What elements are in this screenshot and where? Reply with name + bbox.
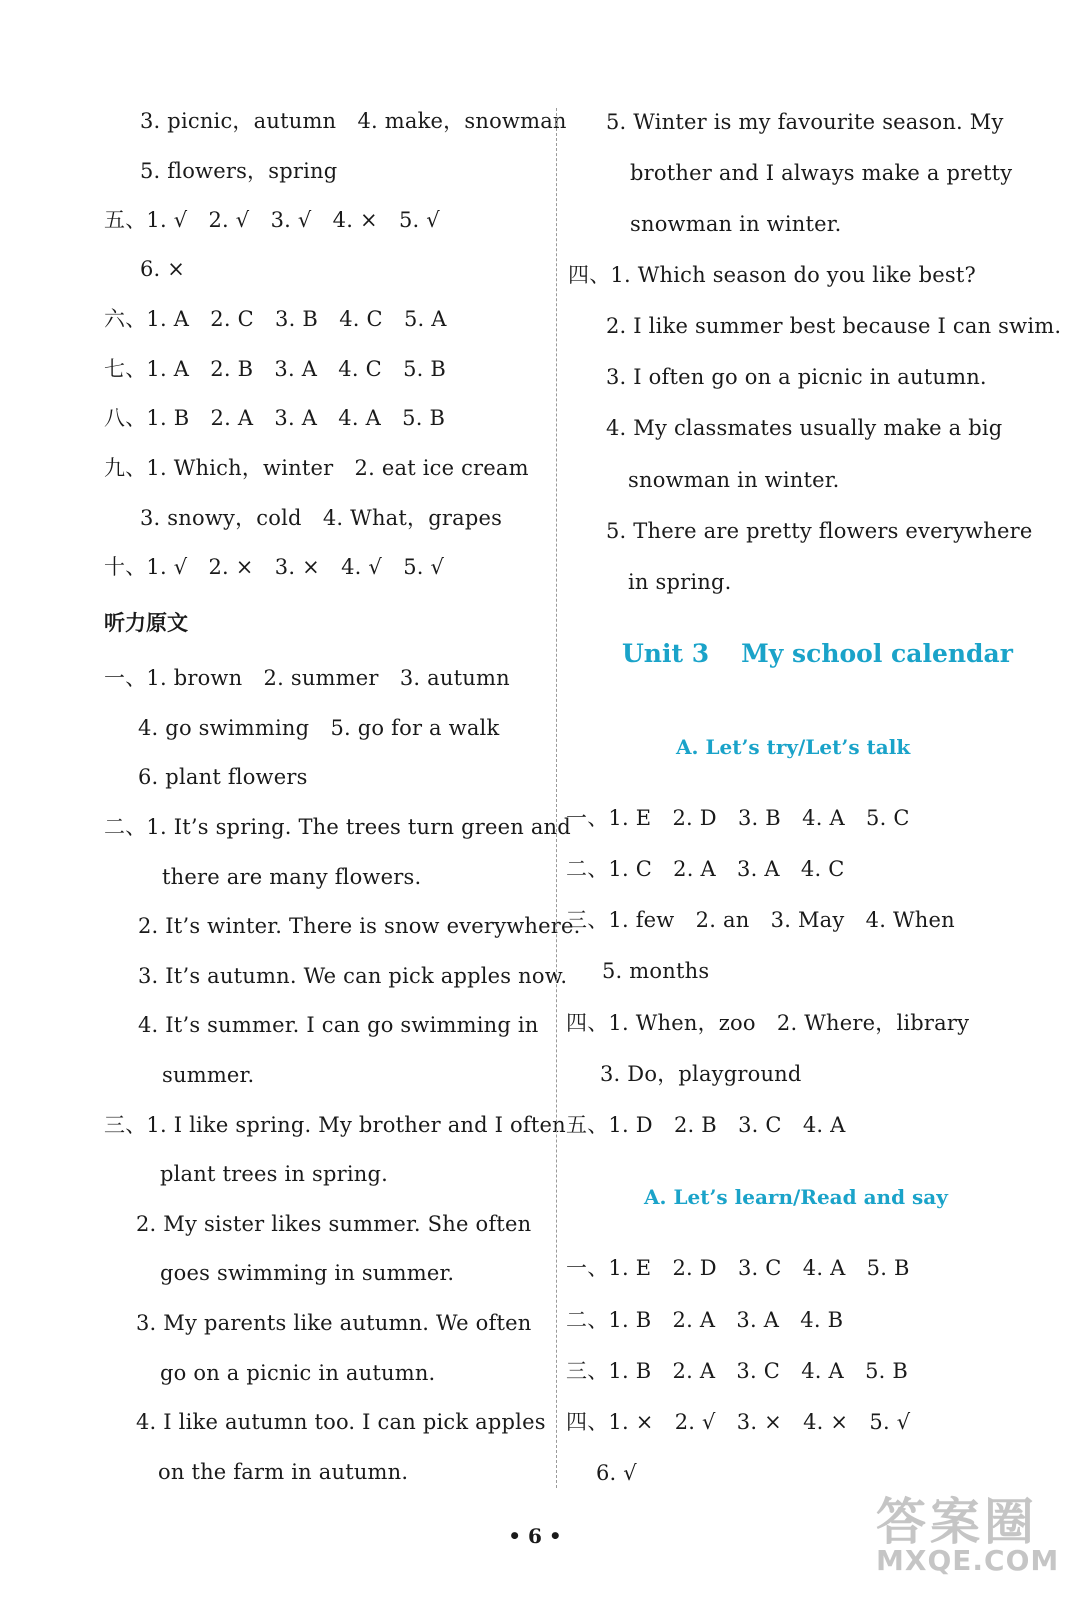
answer-line: 5. flowers，spring: [140, 159, 338, 183]
answer-line: 六、1. A 2. C 3. B 4. C 5. A: [104, 307, 447, 331]
script-line: snowman in winter.: [628, 468, 840, 492]
answer-line: 八、1. B 2. A 3. A 4. A 5. B: [104, 406, 446, 430]
script-line: 2. My sister likes summer. She often: [136, 1212, 532, 1236]
script-line: snowman in winter.: [630, 212, 842, 236]
unit-name: My school calendar: [741, 639, 1013, 668]
answer-line: 5. months: [602, 959, 710, 983]
script-line: 二、1. It’s spring. The trees turn green and: [104, 815, 571, 839]
answer-line: 一、1. E 2. D 3. C 4. A 5. B: [566, 1256, 910, 1280]
script-line: 4. My classmates usually make a big: [606, 416, 1003, 440]
script-line: 3. I often go on a picnic in autumn.: [606, 365, 987, 389]
script-line: 2. I like summer best because I can swim.: [606, 314, 1062, 338]
column-divider: [556, 108, 557, 1488]
watermark-logo: [872, 1482, 1062, 1592]
script-line: there are many flowers.: [162, 865, 422, 889]
script-line: on the farm in autumn.: [158, 1460, 409, 1484]
script-line: 6. plant flowers: [138, 765, 308, 789]
script-line: 3. My parents like autumn. We often: [136, 1311, 532, 1335]
script-line: plant trees in spring.: [160, 1162, 389, 1186]
script-line: 3. It’s autumn. We can pick apples now.: [138, 964, 568, 988]
script-line: 5. There are pretty flowers everywhere: [606, 519, 1033, 543]
answer-line: 一、1. E 2. D 3. B 4. A 5. C: [566, 806, 910, 830]
listening-script-heading: 听力原文: [104, 611, 188, 635]
script-line: summer.: [162, 1063, 255, 1087]
script-line: 四、1. Which season do you like best?: [568, 263, 976, 287]
unit-label: Unit 3: [622, 639, 710, 668]
section-title: A. Let’s try/Let’s talk: [676, 735, 911, 759]
script-line: brother and I always make a pretty: [630, 161, 1013, 185]
script-line: 一、1. brown 2. summer 3. autumn: [104, 666, 510, 690]
script-line: 5. Winter is my favourite season. My: [606, 110, 1004, 134]
watermark-cn: 答案圈: [876, 1493, 1038, 1551]
answer-line: 九、1. Which，winter 2. eat ice cream: [104, 456, 529, 480]
script-line: 4. I like autumn too. I can pick apples: [136, 1410, 546, 1434]
answer-line: 四、1. When，zoo 2. Where，library: [566, 1011, 970, 1035]
answer-line: 五、1. √ 2. √ 3. √ 4. × 5. √: [104, 208, 440, 232]
watermark-en: MXQE.COM: [876, 1544, 1060, 1577]
script-line: go on a picnic in autumn.: [160, 1361, 436, 1385]
page-number: • 6 •: [508, 1524, 562, 1548]
script-line: 4. go swimming 5. go for a walk: [138, 716, 500, 740]
answer-line: 七、1. A 2. B 3. A 4. C 5. B: [104, 357, 447, 381]
answer-line: 3. Do，playground: [600, 1062, 802, 1086]
answer-line: 十、1. √ 2. × 3. × 4. √ 5. √: [104, 555, 445, 579]
answer-line: 6. √: [596, 1461, 637, 1485]
script-line: in spring.: [628, 570, 732, 594]
answer-line: 四、1. × 2. √ 3. × 4. × 5. √: [566, 1410, 911, 1434]
script-line: 三、1. I like spring. My brother and I often: [104, 1113, 566, 1137]
answer-line: 二、1. C 2. A 3. A 4. C: [566, 857, 845, 881]
answer-line: 三、1. B 2. A 3. C 4. A 5. B: [566, 1359, 909, 1383]
answer-line: 五、1. D 2. B 3. C 4. A: [566, 1113, 846, 1137]
answer-line: 6. ×: [140, 257, 186, 281]
answer-line: 三、1. few 2. an 3. May 4. When: [566, 908, 955, 932]
section-title: A. Let’s learn/Read and say: [644, 1185, 948, 1209]
script-line: 4. It’s summer. I can go swimming in: [138, 1013, 539, 1037]
answer-line: 二、1. B 2. A 3. A 4. B: [566, 1308, 844, 1332]
answer-line: 3. snowy，cold 4. What，grapes: [140, 506, 503, 530]
script-line: goes swimming in summer.: [160, 1261, 455, 1285]
answer-line: 3. picnic，autumn 4. make，snowman: [140, 109, 567, 133]
script-line: 2. It’s winter. There is snow everywhere.: [138, 914, 581, 938]
unit-title: [622, 638, 1013, 670]
